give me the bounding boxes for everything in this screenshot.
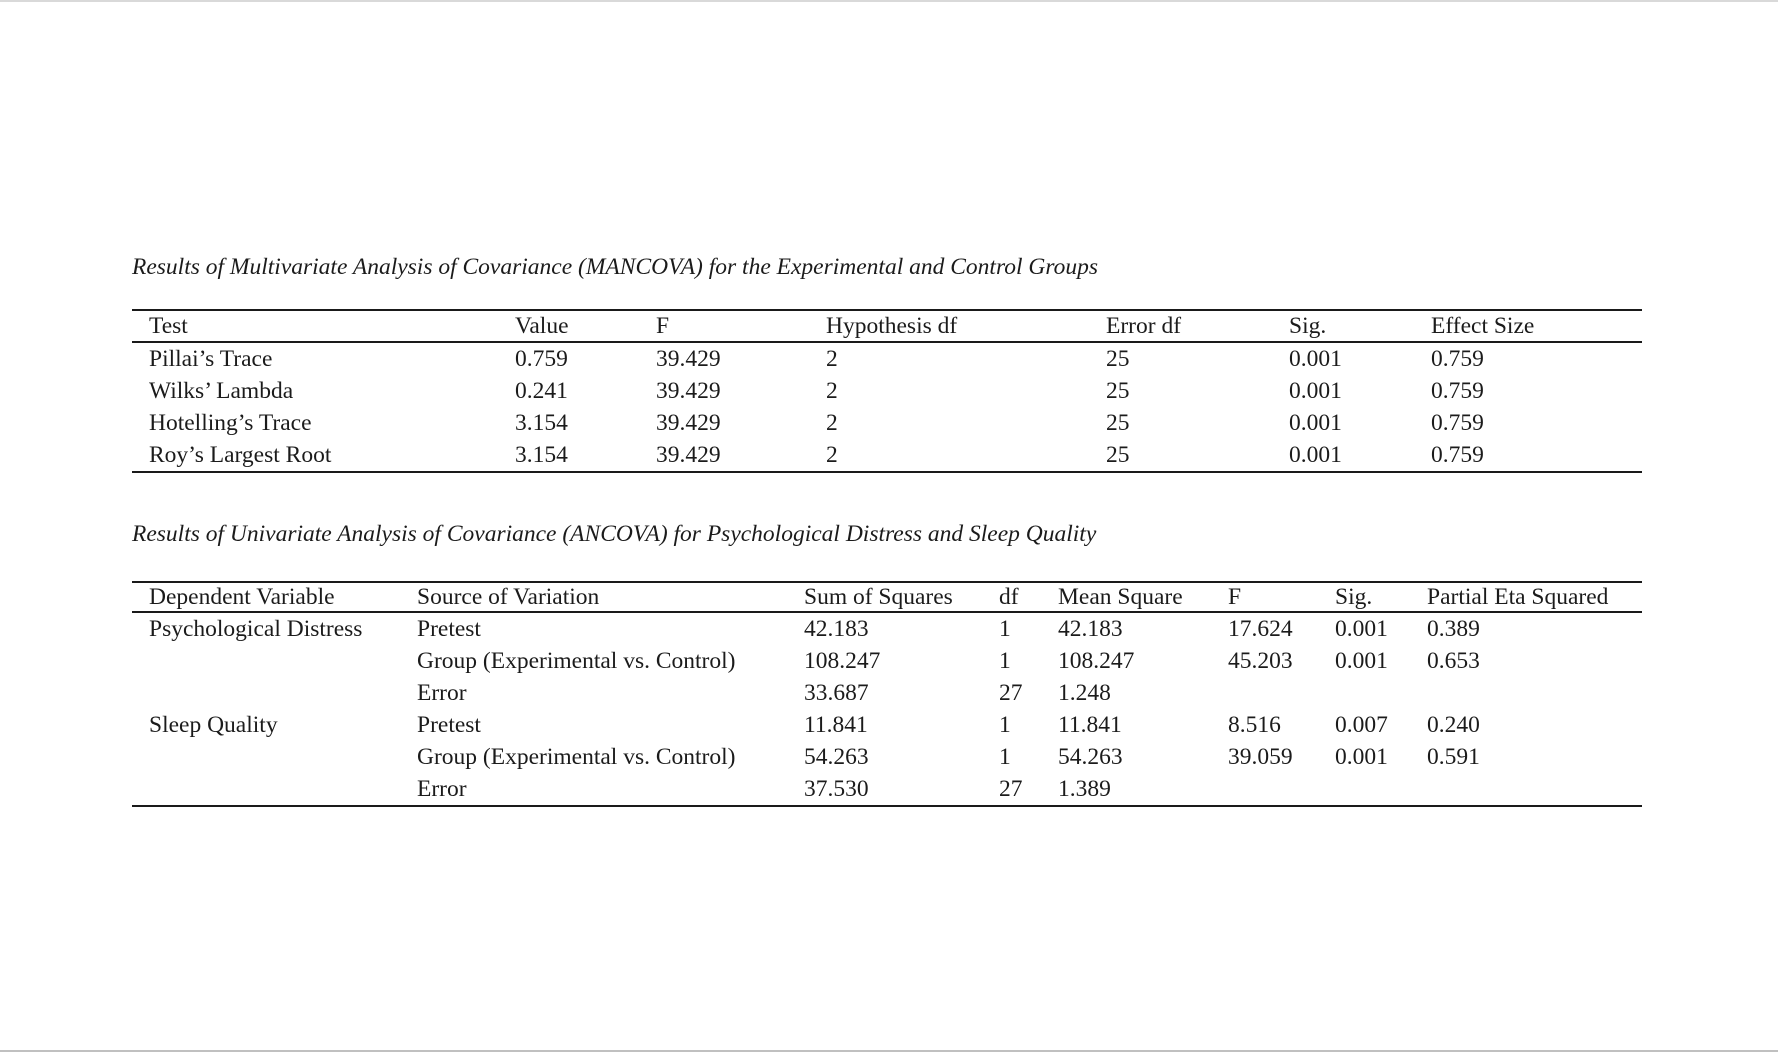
table-cell: 45.203 — [1228, 647, 1293, 674]
table-cell: 0.759 — [1431, 441, 1484, 468]
table-cell: 39.429 — [656, 377, 721, 404]
table-cell: 2 — [826, 409, 838, 436]
page-top-edge-line — [0, 0, 1778, 2]
table-cell: 17.624 — [1228, 615, 1293, 642]
table-cell: 1 — [999, 647, 1011, 674]
table-cell: 25 — [1106, 345, 1130, 372]
table-cell: Pillai’s Trace — [149, 345, 273, 372]
table-cell — [1228, 677, 1335, 709]
table-cell: 0.591 — [1427, 743, 1480, 770]
mancova-table-title: Results of Multivariate Analysis of Covariance (MANCOVA) for the Experimental and Control Groups — [132, 254, 1099, 280]
table-row-distress-group — [132, 645, 1642, 677]
table-cell — [1427, 677, 1642, 709]
table-cell: 0.759 — [515, 345, 568, 372]
table-cell: 0.240 — [1427, 711, 1480, 738]
table-cell: 1.389 — [1058, 775, 1111, 802]
table-cell: 108.247 — [804, 647, 881, 674]
table-row-sleep-group — [132, 741, 1642, 773]
table-cell: Pretest — [417, 711, 481, 738]
table-cell — [1335, 773, 1427, 806]
column-header-sum-of-squares: Sum of Squares — [804, 583, 953, 610]
table-row-roys-largest-root — [132, 439, 1642, 472]
table-cell: 39.059 — [1228, 743, 1293, 770]
table-cell: 0.241 — [515, 377, 568, 404]
table-cell: 39.429 — [656, 345, 721, 372]
table-cell — [132, 773, 417, 806]
table-row-pillais-trace — [132, 342, 1642, 375]
table-cell — [132, 677, 417, 709]
table-row-distress-pretest — [132, 612, 1642, 645]
table-cell: Group (Experimental vs. Control) — [417, 743, 736, 770]
table-cell — [132, 741, 417, 773]
table-cell: 42.183 — [804, 615, 869, 642]
ancova-table — [132, 581, 1642, 807]
table-cell — [132, 645, 417, 677]
table-cell: 25 — [1106, 377, 1130, 404]
column-header-source-of-variation: Source of Variation — [417, 583, 600, 610]
column-header-dependent-variable: Dependent Variable — [149, 583, 335, 610]
table-cell: 3.154 — [515, 409, 568, 436]
table-cell: 0.001 — [1335, 647, 1388, 674]
ancova-table-title: Results of Univariate Analysis of Covariance (ANCOVA) for Psychological Distress and Sleep Quality — [132, 521, 1097, 547]
table-row-sleep-error — [132, 773, 1642, 806]
table-cell: 54.263 — [1058, 743, 1123, 770]
table-cell: 0.001 — [1289, 377, 1342, 404]
table-cell: 0.001 — [1289, 441, 1342, 468]
column-header-value: Value — [515, 312, 569, 339]
table-cell: 2 — [826, 345, 838, 372]
column-header-mean-square: Mean Square — [1058, 583, 1183, 610]
table-cell: 1.248 — [1058, 679, 1111, 706]
table-cell: Hotelling’s Trace — [149, 409, 312, 436]
table-cell: 11.841 — [1058, 711, 1122, 738]
table-cell: 0.389 — [1427, 615, 1480, 642]
table-cell: 42.183 — [1058, 615, 1123, 642]
table-cell: Psychological Distress — [149, 615, 363, 642]
table-cell: 37.530 — [804, 775, 869, 802]
table-cell: 0.001 — [1289, 409, 1342, 436]
column-header-hypothesis-df: Hypothesis df — [826, 312, 958, 339]
table-cell: 2 — [826, 441, 838, 468]
table-cell: Error — [417, 679, 467, 706]
column-header-sig: Sig. — [1289, 312, 1327, 339]
table-row-wilks-lambda — [132, 375, 1642, 407]
mancova-header-row — [132, 310, 1642, 342]
table-cell: 39.429 — [656, 409, 721, 436]
table-cell: 0.759 — [1431, 377, 1484, 404]
table-cell: 0.001 — [1289, 345, 1342, 372]
ancova-header-row — [132, 582, 1642, 612]
table-cell: 1 — [999, 615, 1011, 642]
table-cell: 2 — [826, 377, 838, 404]
table-cell: Pretest — [417, 615, 481, 642]
table-cell: 1 — [999, 711, 1011, 738]
table-cell: Group (Experimental vs. Control) — [417, 647, 736, 674]
table-row-sleep-pretest — [132, 709, 1642, 741]
table-cell: 25 — [1106, 409, 1130, 436]
table-cell: 33.687 — [804, 679, 869, 706]
table-cell: 0.759 — [1431, 345, 1484, 372]
column-header-sig: Sig. — [1335, 583, 1373, 610]
table-cell: 25 — [1106, 441, 1130, 468]
table-cell: 39.429 — [656, 441, 721, 468]
table-cell: Sleep Quality — [149, 711, 278, 738]
column-header-f: F — [656, 312, 670, 339]
column-header-partial-eta-squared: Partial Eta Squared — [1427, 583, 1609, 610]
column-header-df: df — [999, 583, 1019, 610]
mancova-table — [132, 309, 1642, 473]
table-cell: 0.653 — [1427, 647, 1480, 674]
table-cell: 0.001 — [1335, 615, 1388, 642]
table-cell: 11.841 — [804, 711, 868, 738]
table-cell: 0.759 — [1431, 409, 1484, 436]
column-header-error-df: Error df — [1106, 312, 1182, 339]
column-header-f: F — [1228, 583, 1242, 610]
table-cell — [1427, 773, 1642, 806]
table-row-distress-error — [132, 677, 1642, 709]
table-cell: 0.001 — [1335, 743, 1388, 770]
column-header-effect-size: Effect Size — [1431, 312, 1535, 339]
column-header-test: Test — [149, 312, 188, 339]
table-cell — [1335, 677, 1427, 709]
table-cell: Error — [417, 775, 467, 802]
table-cell: 54.263 — [804, 743, 869, 770]
table-cell: 3.154 — [515, 441, 568, 468]
table-cell: Wilks’ Lambda — [149, 377, 294, 404]
table-cell: 108.247 — [1058, 647, 1135, 674]
table-cell: 8.516 — [1228, 711, 1281, 738]
table-cell: Roy’s Largest Root — [149, 441, 332, 468]
table-row-hotellings-trace — [132, 407, 1642, 439]
table-cell: 0.007 — [1335, 711, 1388, 738]
table-cell: 1 — [999, 743, 1011, 770]
table-cell: 27 — [999, 775, 1023, 802]
table-cell: 27 — [999, 679, 1023, 706]
table-cell — [1228, 773, 1335, 806]
